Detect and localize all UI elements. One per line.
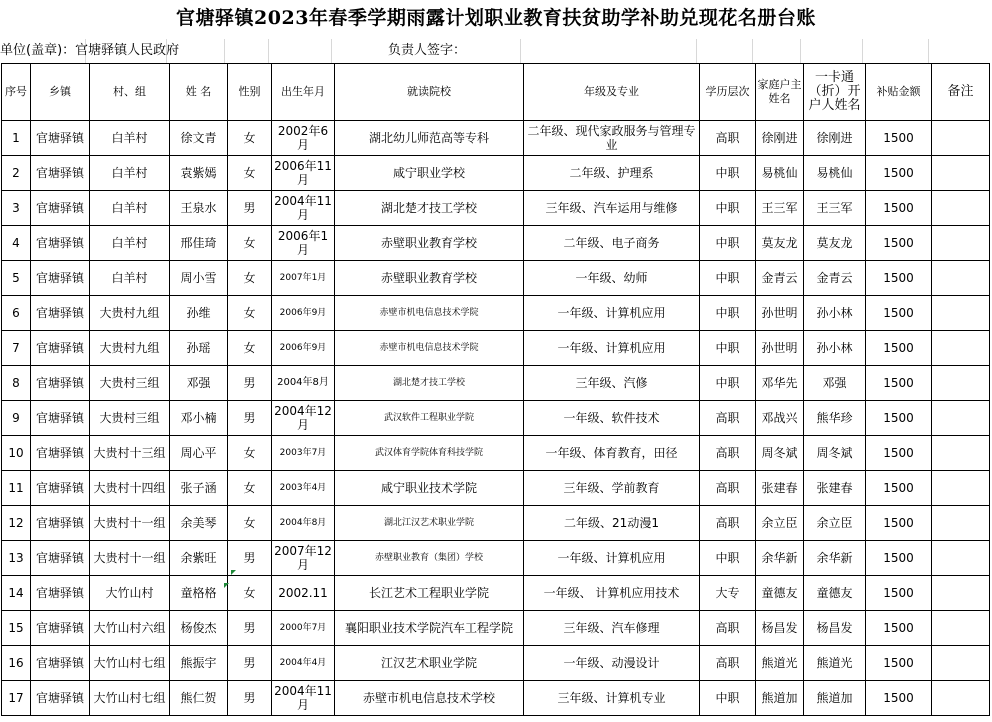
cell-name: 余紫旺 xyxy=(170,541,228,576)
table-header-row xyxy=(2,64,990,121)
cell-village: 大贵村三组 xyxy=(90,366,170,401)
cell-remark xyxy=(932,366,990,401)
table-row xyxy=(2,261,990,296)
cell-account: 莫友龙 xyxy=(804,226,866,261)
cell-school: 湖北楚才技工学校 xyxy=(335,366,524,401)
header-grade: 年级及专业 xyxy=(524,64,700,121)
cell-village: 大竹山村七组 xyxy=(90,681,170,716)
cell-village: 白羊村 xyxy=(90,121,170,156)
cell-amount: 1500 xyxy=(866,611,932,646)
cell-gender: 男 xyxy=(228,611,272,646)
cell-householder: 周冬斌 xyxy=(756,436,804,471)
subsidy-ledger-table xyxy=(1,63,990,716)
cell-account: 余华新 xyxy=(804,541,866,576)
table-row xyxy=(2,121,990,156)
cell-village: 大贵村九组 xyxy=(90,296,170,331)
cell-birth: 2003年7月 xyxy=(272,436,335,471)
cell-account: 金青云 xyxy=(804,261,866,296)
cell-gender: 男 xyxy=(228,191,272,226)
cell-householder: 孙世明 xyxy=(756,331,804,366)
cell-township: 官塘驿镇 xyxy=(31,261,90,296)
header-amount: 补贴金额 xyxy=(866,64,932,121)
cell-grade: 三年级、汽修 xyxy=(524,366,700,401)
cell-grade: 二年级、21动漫1 xyxy=(524,506,700,541)
cell-amount: 1500 xyxy=(866,121,932,156)
cell-school: 赤壁市机电信息技术学院 xyxy=(335,331,524,366)
cell-grade: 一年级、动漫设计 xyxy=(524,646,700,681)
cell-no: 12 xyxy=(2,506,31,541)
cell-name: 邢佳琦 xyxy=(170,226,228,261)
cell-school: 赤壁市机电信息技术学院 xyxy=(335,296,524,331)
cell-township: 官塘驿镇 xyxy=(31,226,90,261)
header-remark: 备注 xyxy=(932,64,990,121)
table-row xyxy=(2,401,990,436)
header-school: 就读院校 xyxy=(335,64,524,121)
cell-grade: 一年级、 计算机应用技术 xyxy=(524,576,700,611)
cell-remark xyxy=(932,681,990,716)
cell-account: 易桃仙 xyxy=(804,156,866,191)
cell-remark xyxy=(932,436,990,471)
table-row xyxy=(2,471,990,506)
cell-gender: 女 xyxy=(228,261,272,296)
cell-remark xyxy=(932,471,990,506)
cell-name: 熊仁贺 xyxy=(170,681,228,716)
cell-name: 徐文青 xyxy=(170,121,228,156)
table-row xyxy=(2,156,990,191)
cell-amount: 1500 xyxy=(866,366,932,401)
cell-village: 大贵村三组 xyxy=(90,401,170,436)
table-row xyxy=(2,296,990,331)
cell-birth: 2004年11月 xyxy=(272,191,335,226)
cell-householder: 金青云 xyxy=(756,261,804,296)
cell-level: 高职 xyxy=(700,121,756,156)
cell-amount: 1500 xyxy=(866,646,932,681)
header-name: 姓 名 xyxy=(170,64,228,121)
cell-remark xyxy=(932,296,990,331)
cell-township: 官塘驿镇 xyxy=(31,576,90,611)
header-householder: 家庭户主姓名 xyxy=(756,64,804,121)
cell-remark xyxy=(932,401,990,436)
cell-account: 熊道加 xyxy=(804,681,866,716)
cell-amount: 1500 xyxy=(866,331,932,366)
cell-account: 孙小林 xyxy=(804,296,866,331)
cell-amount: 1500 xyxy=(866,681,932,716)
cell-gender: 女 xyxy=(228,296,272,331)
cell-level: 高职 xyxy=(700,471,756,506)
cell-grade: 一年级、计算机应用 xyxy=(524,331,700,366)
cell-level: 高职 xyxy=(700,436,756,471)
cell-birth: 2004年4月 xyxy=(272,646,335,681)
cell-name: 张子涵 xyxy=(170,471,228,506)
cell-township: 官塘驿镇 xyxy=(31,366,90,401)
cell-village: 大竹山村 xyxy=(90,576,170,611)
cell-no: 13 xyxy=(2,541,31,576)
cell-name: 周小雪 xyxy=(170,261,228,296)
table-body xyxy=(2,121,990,716)
cell-township: 官塘驿镇 xyxy=(31,191,90,226)
cell-account: 周冬斌 xyxy=(804,436,866,471)
table-row xyxy=(2,541,990,576)
cell-grade: 一年级、软件技术 xyxy=(524,401,700,436)
cell-gender: 女 xyxy=(228,226,272,261)
cell-no: 4 xyxy=(2,226,31,261)
cell-grade: 一年级、计算机应用 xyxy=(524,541,700,576)
cell-name: 熊振宇 xyxy=(170,646,228,681)
cell-village: 白羊村 xyxy=(90,261,170,296)
cell-birth: 2007年1月 xyxy=(272,261,335,296)
signer-label: 负责人签字： xyxy=(388,43,467,58)
cell-school: 湖北楚才技工学校 xyxy=(335,191,524,226)
cell-no: 6 xyxy=(2,296,31,331)
cell-gender: 男 xyxy=(228,401,272,436)
cell-account: 熊华珍 xyxy=(804,401,866,436)
cell-name: 孙瑶 xyxy=(170,331,228,366)
cell-remark xyxy=(932,226,990,261)
cell-school: 咸宁职业学校 xyxy=(335,156,524,191)
cell-township: 官塘驿镇 xyxy=(31,506,90,541)
cell-amount: 1500 xyxy=(866,226,932,261)
cell-township: 官塘驿镇 xyxy=(31,611,90,646)
cell-householder: 徐刚进 xyxy=(756,121,804,156)
cell-village: 大贵村十一组 xyxy=(90,506,170,541)
cell-school: 江汉艺术职业学院 xyxy=(335,646,524,681)
cell-gender: 女 xyxy=(228,331,272,366)
cell-remark xyxy=(932,261,990,296)
table-row xyxy=(2,611,990,646)
cell-gender: 男 xyxy=(228,366,272,401)
cell-township: 官塘驿镇 xyxy=(31,681,90,716)
cell-comment-marker xyxy=(224,583,229,588)
table-row xyxy=(2,226,990,261)
cell-school: 湖北江汉艺术职业学院 xyxy=(335,506,524,541)
cell-birth: 2003年4月 xyxy=(272,471,335,506)
cell-birth: 2004年8月 xyxy=(272,506,335,541)
cell-no: 9 xyxy=(2,401,31,436)
header-no: 序号 xyxy=(2,64,31,121)
cell-birth: 2006年9月 xyxy=(272,331,335,366)
cell-remark xyxy=(932,331,990,366)
cell-no: 16 xyxy=(2,646,31,681)
cell-birth: 2004年12月 xyxy=(272,401,335,436)
cell-school: 湖北幼儿师范高等专科 xyxy=(335,121,524,156)
cell-gender: 女 xyxy=(228,576,272,611)
cell-birth: 2004年11月 xyxy=(272,681,335,716)
table-row xyxy=(2,576,990,611)
table-row xyxy=(2,646,990,681)
header-birth: 出生年月 xyxy=(272,64,335,121)
cell-no: 17 xyxy=(2,681,31,716)
cell-level: 大专 xyxy=(700,576,756,611)
cell-village: 大贵村十一组 xyxy=(90,541,170,576)
cell-remark xyxy=(932,646,990,681)
cell-level: 中职 xyxy=(700,226,756,261)
table-row xyxy=(2,681,990,716)
cell-birth: 2000年7月 xyxy=(272,611,335,646)
cell-birth: 2002年6月 xyxy=(272,121,335,156)
cell-remark xyxy=(932,121,990,156)
cell-school: 赤壁市机电信息技术学校 xyxy=(335,681,524,716)
cell-school: 赤壁职业教育学校 xyxy=(335,226,524,261)
cell-account: 孙小林 xyxy=(804,331,866,366)
cell-name: 周心平 xyxy=(170,436,228,471)
cell-amount: 1500 xyxy=(866,576,932,611)
cell-account: 邓强 xyxy=(804,366,866,401)
cell-amount: 1500 xyxy=(866,506,932,541)
cell-village: 白羊村 xyxy=(90,226,170,261)
cell-level: 中职 xyxy=(700,681,756,716)
cell-grade: 二年级、电子商务 xyxy=(524,226,700,261)
cell-birth: 2002.11 xyxy=(272,576,335,611)
cell-householder: 杨昌发 xyxy=(756,611,804,646)
cell-grade: 二年级、现代家政服务与管理专业 xyxy=(524,121,700,156)
cell-grade: 一年级、体育教育，田径 xyxy=(524,436,700,471)
cell-householder: 邓华先 xyxy=(756,366,804,401)
cell-grade: 一年级、幼师 xyxy=(524,261,700,296)
cell-level: 中职 xyxy=(700,366,756,401)
cell-birth: 2006年9月 xyxy=(272,296,335,331)
cell-village: 白羊村 xyxy=(90,156,170,191)
cell-householder: 余华新 xyxy=(756,541,804,576)
cell-school: 武汉软件工程职业学院 xyxy=(335,401,524,436)
cell-birth: 2004年8月 xyxy=(272,366,335,401)
cell-gender: 女 xyxy=(228,506,272,541)
cell-township: 官塘驿镇 xyxy=(31,156,90,191)
cell-level: 中职 xyxy=(700,331,756,366)
cell-gender: 女 xyxy=(228,156,272,191)
cell-village: 大贵村十四组 xyxy=(90,471,170,506)
cell-no: 8 xyxy=(2,366,31,401)
cell-account: 王三军 xyxy=(804,191,866,226)
cell-householder: 邓战兴 xyxy=(756,401,804,436)
cell-name: 邓强 xyxy=(170,366,228,401)
cell-grade: 三年级、学前教育 xyxy=(524,471,700,506)
header-level: 学历层次 xyxy=(700,64,756,121)
cell-township: 官塘驿镇 xyxy=(31,541,90,576)
table-row xyxy=(2,506,990,541)
cell-grade: 一年级、计算机应用 xyxy=(524,296,700,331)
cell-level: 中职 xyxy=(700,261,756,296)
cell-birth: 2007年12月 xyxy=(272,541,335,576)
cell-amount: 1500 xyxy=(866,471,932,506)
cell-village: 大贵村九组 xyxy=(90,331,170,366)
cell-name: 童格格 xyxy=(170,576,228,611)
cell-householder: 莫友龙 xyxy=(756,226,804,261)
table-row xyxy=(2,436,990,471)
cell-level: 高职 xyxy=(700,611,756,646)
cell-amount: 1500 xyxy=(866,296,932,331)
header-village: 村、组 xyxy=(90,64,170,121)
cell-level: 中职 xyxy=(700,541,756,576)
cell-grade: 三年级、计算机专业 xyxy=(524,681,700,716)
header-township: 乡镇 xyxy=(31,64,90,121)
cell-grade: 二年级、护理系 xyxy=(524,156,700,191)
cell-level: 中职 xyxy=(700,191,756,226)
cell-school: 武汉体育学院体育科技学院 xyxy=(335,436,524,471)
cell-amount: 1500 xyxy=(866,541,932,576)
cell-grade: 三年级、汽车运用与维修 xyxy=(524,191,700,226)
cell-householder: 童德友 xyxy=(756,576,804,611)
cell-gender: 女 xyxy=(228,121,272,156)
table-row xyxy=(2,331,990,366)
cell-remark xyxy=(932,506,990,541)
cell-name: 余美琴 xyxy=(170,506,228,541)
cell-householder: 王三军 xyxy=(756,191,804,226)
cell-village: 大竹山村七组 xyxy=(90,646,170,681)
cell-school: 咸宁职业技术学院 xyxy=(335,471,524,506)
cell-township: 官塘驿镇 xyxy=(31,646,90,681)
cell-grade: 三年级、汽车修理 xyxy=(524,611,700,646)
cell-township: 官塘驿镇 xyxy=(31,331,90,366)
cell-account: 余立臣 xyxy=(804,506,866,541)
cell-gender: 男 xyxy=(228,541,272,576)
cell-gender: 男 xyxy=(228,681,272,716)
cell-school: 赤壁职业教育（集团）学校 xyxy=(335,541,524,576)
cell-amount: 1500 xyxy=(866,401,932,436)
cell-no: 7 xyxy=(2,331,31,366)
cell-township: 官塘驿镇 xyxy=(31,121,90,156)
cell-level: 中职 xyxy=(700,296,756,331)
cell-account: 童德友 xyxy=(804,576,866,611)
cell-township: 官塘驿镇 xyxy=(31,471,90,506)
cell-account: 徐刚进 xyxy=(804,121,866,156)
cell-level: 高职 xyxy=(700,506,756,541)
cell-gender: 男 xyxy=(228,646,272,681)
cell-remark xyxy=(932,576,990,611)
cell-village: 大竹山村六组 xyxy=(90,611,170,646)
cell-school: 襄阳职业技术学院汽车工程学院 xyxy=(335,611,524,646)
cell-amount: 1500 xyxy=(866,191,932,226)
unit-label: 单位(盖章)：官塘驿镇人民政府 xyxy=(0,43,180,58)
cell-township: 官塘驿镇 xyxy=(31,436,90,471)
table-row xyxy=(2,366,990,401)
cell-name: 孙维 xyxy=(170,296,228,331)
cell-amount: 1500 xyxy=(866,261,932,296)
cell-gender: 女 xyxy=(228,436,272,471)
cell-no: 1 xyxy=(2,121,31,156)
cell-householder: 余立臣 xyxy=(756,506,804,541)
cell-township: 官塘驿镇 xyxy=(31,296,90,331)
header-account: 一卡通（折）开户人姓名 xyxy=(804,64,866,121)
cell-school: 长江艺术工程职业学院 xyxy=(335,576,524,611)
cell-householder: 熊道加 xyxy=(756,681,804,716)
cell-level: 高职 xyxy=(700,401,756,436)
cell-name: 邓小楠 xyxy=(170,401,228,436)
cell-householder: 孙世明 xyxy=(756,296,804,331)
cell-no: 11 xyxy=(2,471,31,506)
cell-account: 张建春 xyxy=(804,471,866,506)
cell-village: 大贵村十三组 xyxy=(90,436,170,471)
cell-no: 15 xyxy=(2,611,31,646)
cell-school: 赤壁职业教育学校 xyxy=(335,261,524,296)
cell-no: 2 xyxy=(2,156,31,191)
cell-name: 王泉水 xyxy=(170,191,228,226)
cell-no: 3 xyxy=(2,191,31,226)
cell-no: 10 xyxy=(2,436,31,471)
cell-village: 白羊村 xyxy=(90,191,170,226)
cell-birth: 2006年11月 xyxy=(272,156,335,191)
cell-level: 高职 xyxy=(700,646,756,681)
cell-householder: 易桃仙 xyxy=(756,156,804,191)
cell-account: 杨昌发 xyxy=(804,611,866,646)
cell-remark xyxy=(932,541,990,576)
cell-comment-marker xyxy=(231,570,236,575)
cell-no: 14 xyxy=(2,576,31,611)
cell-remark xyxy=(932,156,990,191)
cell-amount: 1500 xyxy=(866,436,932,471)
cell-township: 官塘驿镇 xyxy=(31,401,90,436)
ledger-title: 官塘驿镇2023年春季学期雨露计划职业教育扶贫助学补助兑现花名册台账 xyxy=(176,7,816,29)
cell-level: 中职 xyxy=(700,156,756,191)
header-gender: 性别 xyxy=(228,64,272,121)
cell-amount: 1500 xyxy=(866,156,932,191)
cell-name: 袁紫嫣 xyxy=(170,156,228,191)
cell-gender: 女 xyxy=(228,471,272,506)
cell-no: 5 xyxy=(2,261,31,296)
cell-remark xyxy=(932,611,990,646)
cell-householder: 张建春 xyxy=(756,471,804,506)
cell-birth: 2006年1月 xyxy=(272,226,335,261)
cell-account: 熊道光 xyxy=(804,646,866,681)
cell-householder: 熊道光 xyxy=(756,646,804,681)
cell-remark xyxy=(932,191,990,226)
cell-name: 杨俊杰 xyxy=(170,611,228,646)
table-row xyxy=(2,191,990,226)
